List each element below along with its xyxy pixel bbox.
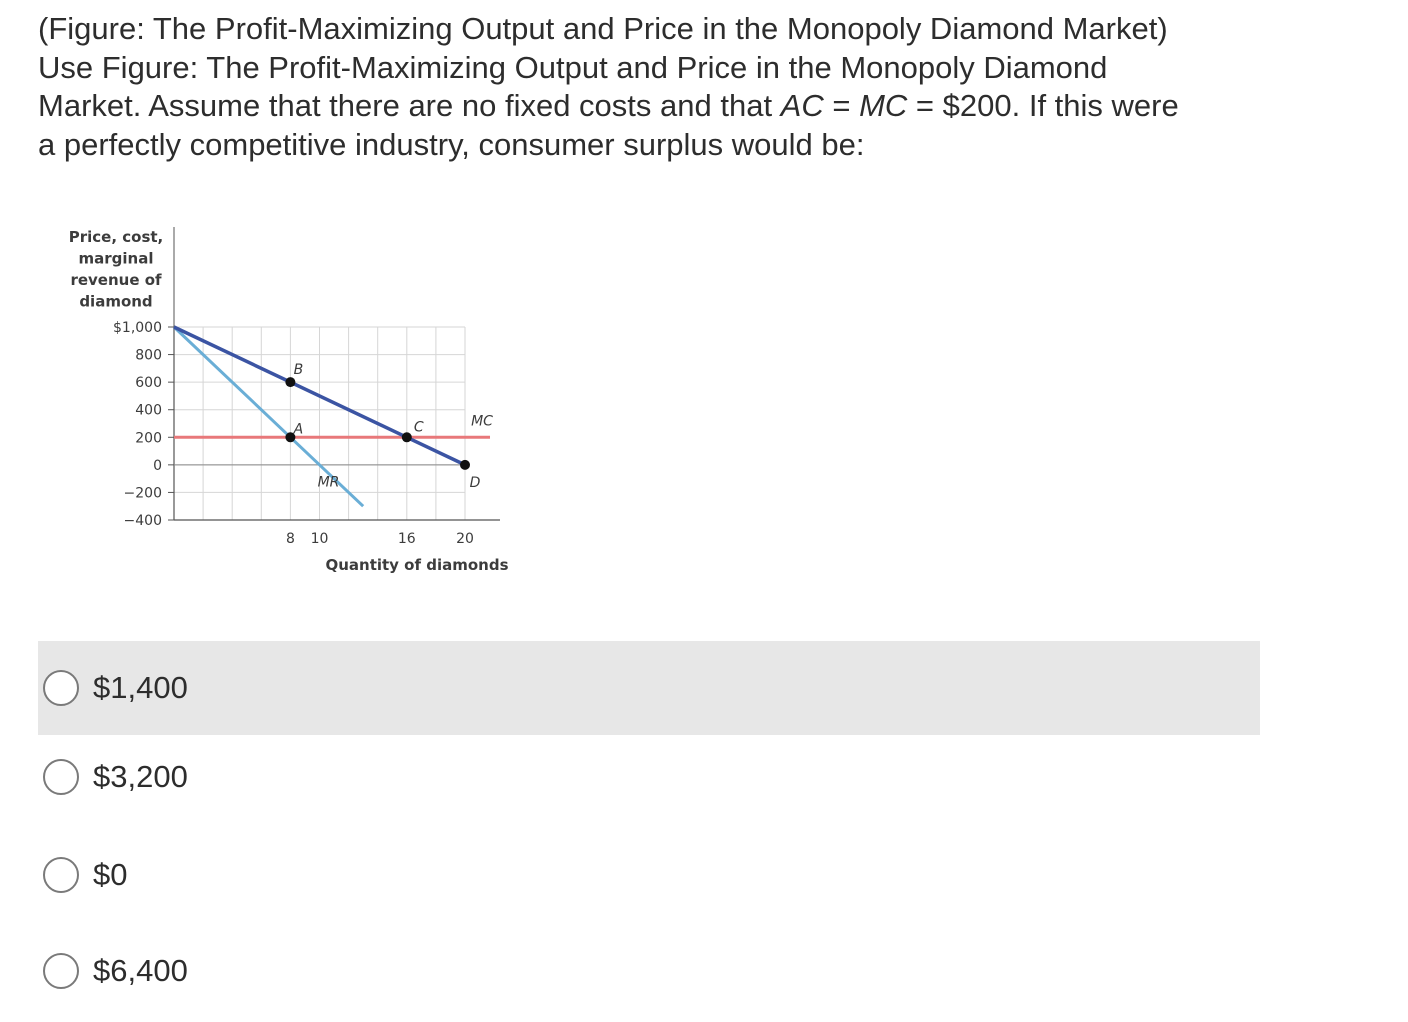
answer-option-label: $0	[93, 857, 128, 892]
point-label-b: B	[293, 362, 304, 379]
chart-points	[285, 362, 493, 491]
mc-symbol: MC	[859, 88, 908, 123]
y-axis-title-line: Price, cost,	[68, 228, 164, 246]
y-tick-label: 200	[135, 430, 162, 447]
point-d	[460, 460, 470, 470]
question-line-2: Use Figure: The Profit-Maximizing Output and Price in the Monopoly Diamond	[38, 49, 1108, 85]
answer-option[interactable]	[38, 828, 1260, 922]
y-tick-label: 0	[153, 457, 162, 474]
x-tick-label: 16	[397, 531, 416, 547]
x-axis-title: Quantity of diamonds	[325, 556, 509, 574]
radio-button[interactable]	[43, 857, 79, 893]
question-line-1: (Figure: The Profit-Maximizing Output and Price in the Monopoly Diamond Market)	[38, 11, 1168, 46]
answer-option[interactable]	[38, 924, 1260, 1018]
y-axis-title-line: diamond	[79, 292, 153, 311]
x-tick-label: 20	[456, 531, 474, 547]
question-text	[38, 10, 1268, 164]
y-tick-label: $1,000	[113, 320, 162, 336]
chart-grid	[174, 327, 500, 520]
monopoly-figure	[60, 185, 530, 585]
radio-button[interactable]	[43, 670, 79, 706]
point-c	[402, 432, 412, 442]
y-tick-label: 800	[135, 347, 162, 364]
y-tick-label: 400	[135, 402, 162, 419]
point-b	[285, 377, 295, 387]
equals-1: =	[823, 88, 860, 123]
radio-button[interactable]	[43, 759, 79, 795]
radio-button[interactable]	[43, 953, 79, 989]
y-tick-label: −200	[123, 485, 162, 502]
y-axis-title-line: marginal	[78, 249, 154, 268]
point-label-c: C	[413, 419, 424, 436]
x-tick-label: 8	[285, 531, 295, 547]
answer-option-label: $6,400	[93, 953, 188, 988]
y-tick-label: 600	[135, 375, 162, 392]
mr-label: MR	[317, 474, 340, 491]
y-axis-title	[69, 227, 174, 327]
point-label-d: D	[469, 474, 481, 491]
question-line-4: a perfectly competitive industry, consumer surplus would be:	[38, 126, 865, 162]
answer-option-label: $3,200	[93, 759, 188, 794]
answer-option-label: $1,400	[93, 670, 188, 705]
answer-option[interactable]	[38, 730, 1260, 824]
question-line-3b: = $200. If this were	[907, 88, 1179, 123]
ac-symbol: AC	[780, 88, 824, 123]
question-line-3a: Market. Assume that there are no fixed costs and that	[38, 88, 781, 123]
y-tick-label: −400	[123, 513, 162, 529]
x-tick-label: 10	[310, 531, 329, 547]
answer-option[interactable]	[38, 641, 1260, 735]
point-label-a: A	[293, 421, 304, 438]
mc-label: MC	[471, 413, 493, 430]
y-axis-title-line: revenue of	[70, 271, 162, 289]
monopoly-chart	[60, 185, 530, 585]
